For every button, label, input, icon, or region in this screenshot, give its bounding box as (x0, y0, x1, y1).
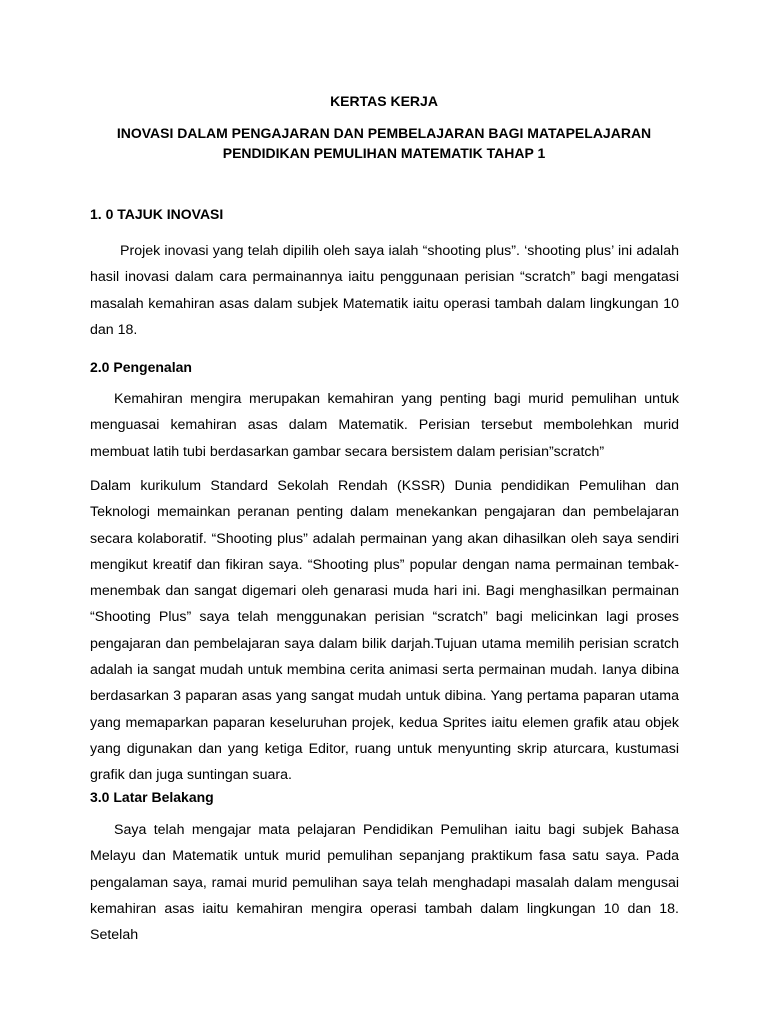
document-title: KERTAS KERJA (330, 93, 438, 109)
section-heading-tajuk-inovasi: 1. 0 TAJUK INOVASI (90, 206, 224, 222)
paragraph-tajuk-inovasi: Projek inovasi yang telah dipilih oleh saya ialah “shooting plus”. ‘shooting plus’ ini adalah hasil inovasi dalam cara permainannya iaitu penggunaan perisian “scratch” bagi mengatasi masalah kemahiran asas dalam subjek Matematik iaitu operasi tambah dalam lingkungan 10 dan 18. (90, 243, 679, 338)
section-heading-pengenalan: 2.0 Pengenalan (90, 359, 192, 375)
paragraph-latar-belakang: Saya telah mengajar mata pelajaran Pendidikan Pemulihan iaitu bagi subjek Bahasa Melayu dan Matematik untuk murid pemulihan sepanjang praktikum fasa satu saya. Pada pengalaman saya, ramai murid pemulihan saya telah menghadapi masalah dalam mengusai kemahiran asas iaitu kemahiran mengira operasi tambah dalam lingkungan 10 dan 18. Setelah (90, 822, 679, 944)
document-subtitle-line-1: INOVASI DALAM PENGAJARAN DAN PEMBELAJARAN BAGI MATAPELAJARAN (116, 125, 652, 141)
section-heading-latar-belakang: 3.0 Latar Belakang (90, 789, 214, 805)
paragraph-pengenalan-2: Dalam kurikulum Standard Sekolah Rendah (KSSR) Dunia pendidikan Pemulihan dan Teknologi memainkan peranan penting dalam menekankan pengajaran dan pembelajaran secara kolaboratif. “Shooting plus” adalah permainan yang akan dihasilkan oleh saya sendiri mengikut kreatif dan fikiran saya. “Shooting plus” popular dengan nama permainan tembak-menembak dan sangat digemari oleh genarasi muda hari ini. Bagi menghasilkan permainan “Shooting Plus” saya telah menggunakan perisian “scratch” bagi melicinkan lagi proses pengajaran dan pembelajaran saya dalam bilik darjah.Tujuan utama memilih perisian scratch adalah ia sangat mudah untuk membina cerita animasi serta permainan mudah. Ianya dibina berdasarkan 3 paparan asas yang sangat mudah untuk dibina. Yang pertama paparan utama yang memaparkan paparan keseluruhan projek, kedua Sprites iaitu elemen grafik atau objek yang digunakan dan yang ketiga Editor, ruang untuk menyunting skrip aturcara, kustumasi grafik dan juga suntingan suara. (90, 478, 679, 784)
document-subtitle-line-2: PENDIDIKAN PEMULIHAN MATEMATIK TAHAP 1 (222, 145, 546, 161)
paragraph-pengenalan-1: Kemahiran mengira merupakan kemahiran yang penting bagi murid pemulihan untuk menguasai kemahiran asas dalam Matematik. Perisian tersebut membolehkan murid membuat latih tubi berdasarkan gambar secara bersistem dalam perisian”scratch” (90, 391, 679, 460)
